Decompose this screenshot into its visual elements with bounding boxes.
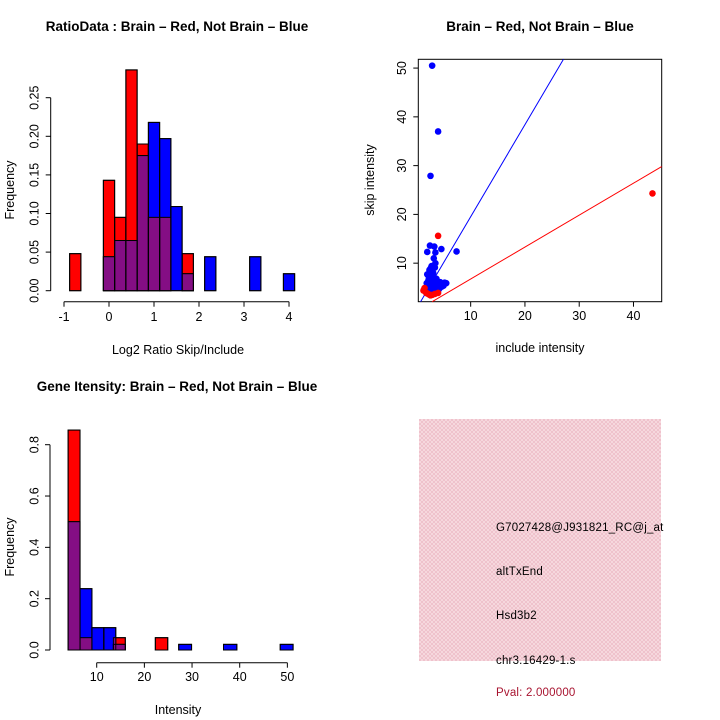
location-text: chr3.16429-1.s [496, 655, 576, 667]
svg-text:10: 10 [463, 309, 478, 323]
svg-text:0.2: 0.2 [27, 589, 42, 608]
svg-text:-1: -1 [58, 310, 70, 324]
histogram-outlines [68, 430, 293, 650]
svg-text:0.8: 0.8 [27, 436, 42, 454]
fit-lines [421, 59, 662, 301]
svg-text:50: 50 [395, 61, 409, 76]
svg-text:0.05: 0.05 [27, 239, 42, 265]
gene-info-panel [360, 360, 720, 720]
svg-text:Frequency: Frequency [3, 517, 17, 577]
svg-text:40: 40 [232, 670, 247, 684]
svg-text:0.0: 0.0 [27, 641, 42, 659]
svg-text:0.15: 0.15 [27, 162, 42, 188]
histogram-outlines [70, 70, 295, 291]
svg-text:2: 2 [195, 310, 203, 324]
svg-text:0: 0 [105, 310, 113, 324]
svg-text:4: 4 [285, 310, 293, 324]
ratio-histogram-panel [0, 0, 360, 360]
svg-text:10: 10 [89, 670, 104, 684]
svg-text:Log2 Ratio Skip/Include: Log2 Ratio Skip/Include [111, 343, 245, 357]
svg-text:0.20: 0.20 [27, 124, 42, 149]
svg-text:40: 40 [395, 109, 409, 124]
svg-text:30: 30 [572, 309, 587, 323]
svg-text:30: 30 [395, 158, 409, 173]
svg-text:40: 40 [626, 309, 641, 323]
svg-text:20: 20 [517, 309, 532, 323]
svg-text:20: 20 [395, 207, 409, 222]
gene-intensity-histogram-panel [0, 360, 360, 720]
svg-text:0.25: 0.25 [27, 85, 42, 110]
svg-text:0.6: 0.6 [27, 487, 42, 505]
svg-text:0.4: 0.4 [27, 538, 42, 557]
pval-text: Pval: 2.000000 [496, 687, 576, 699]
svg-text:Intensity: Intensity [154, 703, 202, 717]
histogram-bars [68, 430, 293, 650]
gene-intensity-histogram-chart [0, 360, 360, 720]
probe-id-text: G7027428@J931821_RC@j_at [496, 522, 664, 534]
svg-text:Gene Itensity: Brain – Red, No: Gene Itensity: Brain – Red, Not Brain – Blue [36, 379, 318, 394]
svg-text:10: 10 [395, 256, 409, 271]
ratio-histogram-chart [0, 0, 360, 360]
gene-info-box [419, 419, 664, 699]
gene-symbol-text: Hsd3b2 [496, 610, 537, 622]
svg-text:0.00: 0.00 [27, 278, 42, 303]
svg-text:1: 1 [150, 310, 158, 324]
svg-text:skip intensity: skip intensity [363, 144, 377, 216]
scatter-points [420, 62, 656, 298]
svg-text:Frequency: Frequency [3, 160, 17, 220]
svg-text:RatioData : Brain – Red, Not B: RatioData : Brain – Red, Not Brain – Blue [45, 19, 309, 34]
svg-text:0.10: 0.10 [27, 201, 42, 226]
svg-text:20: 20 [137, 670, 152, 684]
svg-text:include intensity: include intensity [495, 341, 585, 355]
skip-include-scatter-chart [360, 0, 720, 360]
svg-text:3: 3 [240, 310, 248, 324]
event-type-text: altTxEnd [496, 566, 543, 578]
intensity-scatter-panel [360, 0, 720, 360]
svg-text:50: 50 [280, 670, 295, 684]
svg-text:Brain – Red, Not Brain – Blue: Brain – Red, Not Brain – Blue [446, 19, 634, 34]
svg-text:30: 30 [185, 670, 199, 684]
